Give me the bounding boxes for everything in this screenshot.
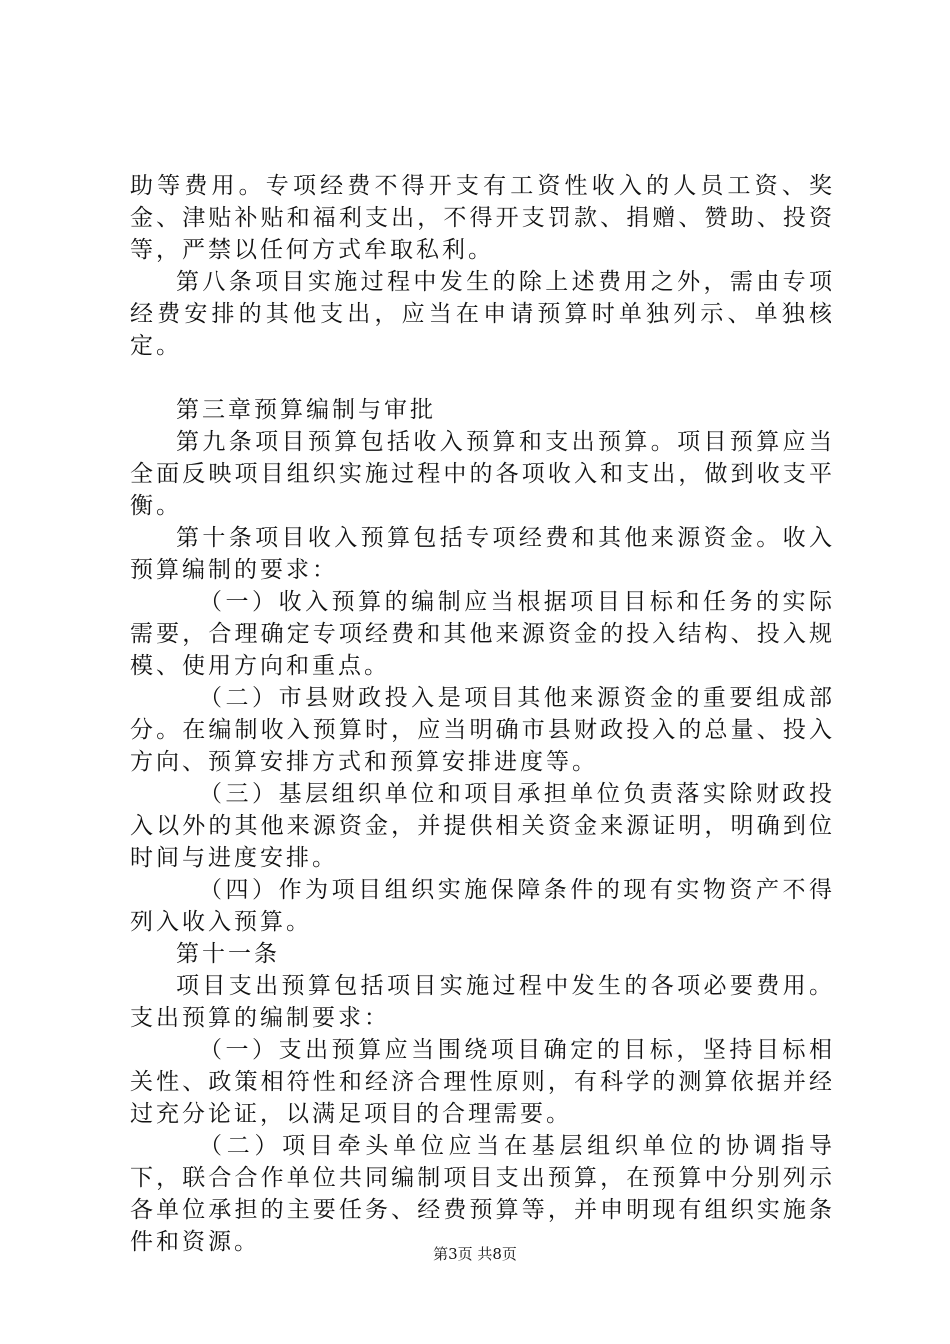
paragraph-article-11: 项目支出预算包括项目实施过程中发生的各项必要费用。支出预算的编制要求： xyxy=(130,973,835,1031)
paragraph-item-3: （三）基层组织单位和项目承担单位负责落实除财政投入以外的其他来源资金，并提供相关资金来源证明，明确到位时间与进度安排。 xyxy=(130,781,835,871)
paragraph-article-9: 第九条项目预算包括收入预算和支出预算。项目预算应当全面反映项目组织实施过程中的各项收入和支出，做到收支平衡。 xyxy=(130,429,835,519)
paragraph-article-8: 第八条项目实施过程中发生的除上述费用之外，需由专项经费安排的其他支出，应当在申请预算时单独列示、单独核定。 xyxy=(130,269,835,359)
paragraph-spacer xyxy=(130,362,835,394)
document-body xyxy=(130,170,835,1258)
chapter-heading: 第三章预算编制与审批 xyxy=(176,397,436,423)
paragraph-continuation: 助等费用。专项经费不得开支有工资性收入的人员工资、奖金、津贴补贴和福利支出，不得开支罚款、捐赠、赞助、投资等，严禁以任何方式牟取私利。 xyxy=(130,173,835,263)
paragraph-expense-item-2: （二）项目牵头单位应当在基层组织单位的协调指导下，联合合作单位共同编制项目支出预算，在预算中分别列示各单位承担的主要任务、经费预算等，并申明现有组织实施条件和资源。 xyxy=(130,1133,835,1255)
page-footer: 第3页 共8页 xyxy=(433,1245,517,1263)
article-11-heading: 第十一条 xyxy=(176,941,280,967)
paragraph-expense-item-1: （一）支出预算应当围绕项目确定的目标，坚持目标相关性、政策相符性和经济合理性原则，有科学的测算依据并经过充分论证，以满足项目的合理需要。 xyxy=(130,1037,835,1127)
paragraph-item-1: （一）收入预算的编制应当根据项目目标和任务的实际需要，合理确定专项经费和其他来源资金的投入结构、投入规模、使用方向和重点。 xyxy=(130,589,835,679)
paragraph-item-4: （四）作为项目组织实施保障条件的现有实物资产不得列入收入预算。 xyxy=(130,877,835,935)
paragraph-item-2: （二）市县财政投入是项目其他来源资金的重要组成部分。在编制收入预算时，应当明确市县财政投入的总量、投入方向、预算安排方式和预算安排进度等。 xyxy=(130,685,835,775)
paragraph-article-10: 第十条项目收入预算包括专项经费和其他来源资金。收入预算编制的要求： xyxy=(130,525,835,583)
